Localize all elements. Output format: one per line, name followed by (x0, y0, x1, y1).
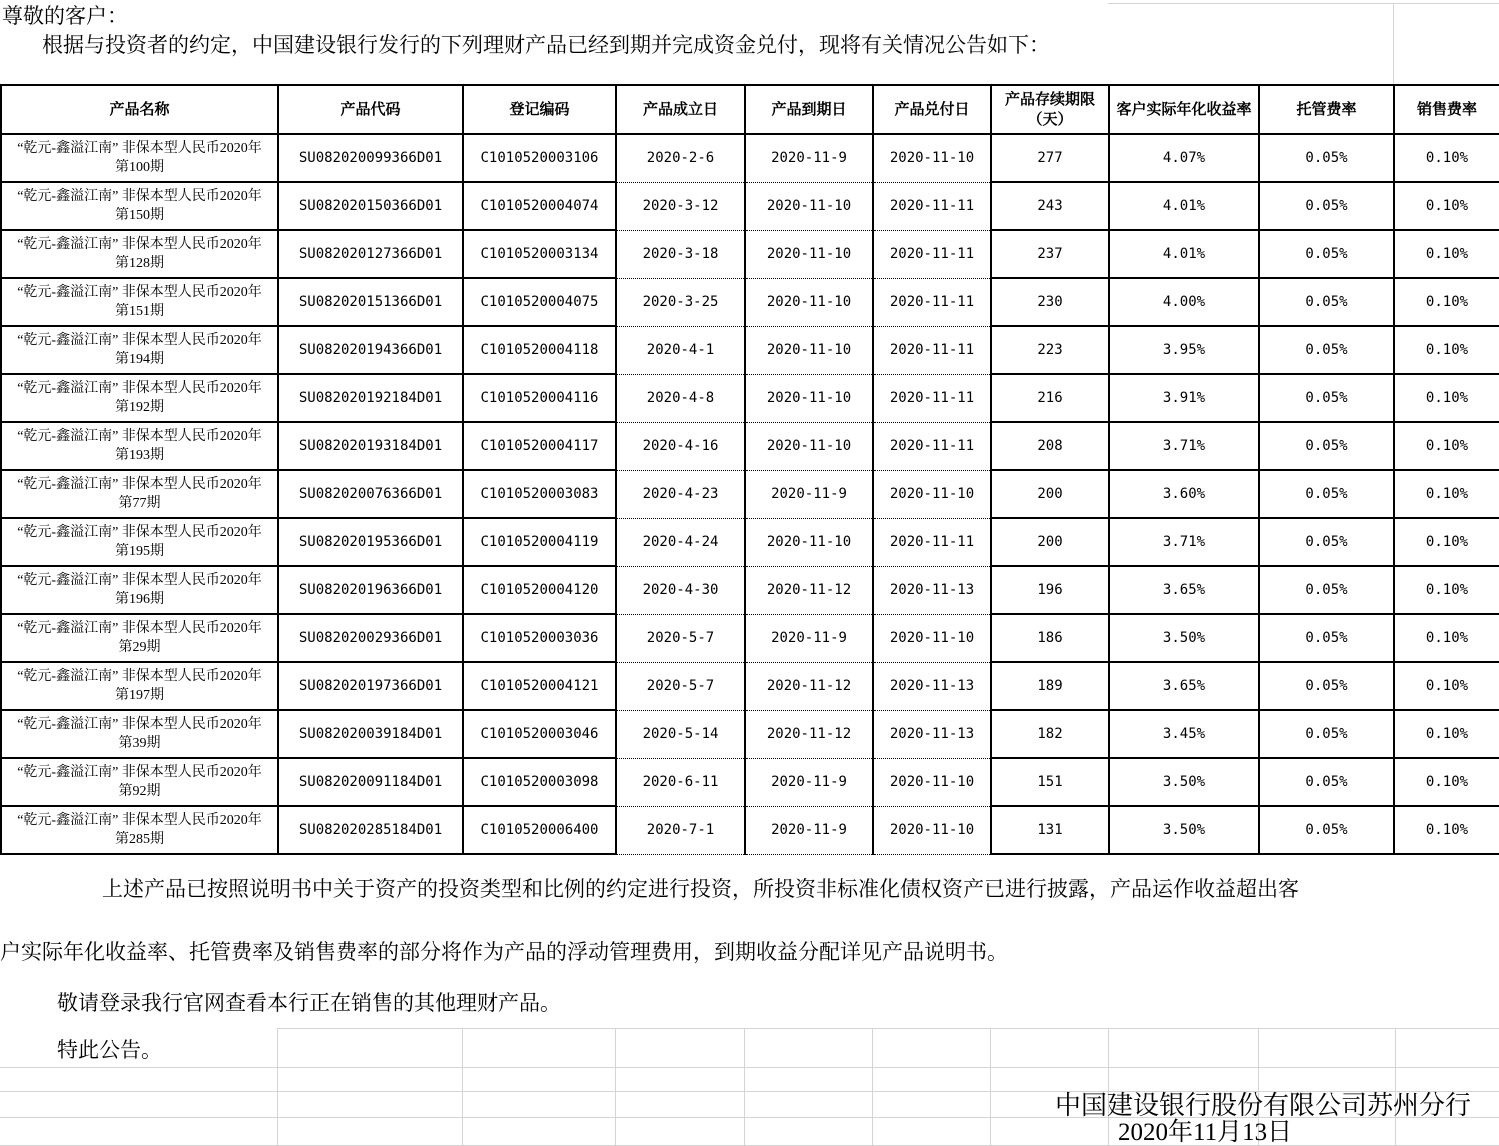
cell-product-name: “乾元-鑫溢江南” 非保本型人民币2020年第39期 (1, 710, 278, 758)
cell-establish-date: 2020-2-6 (616, 134, 745, 182)
cell-establish-date: 2020-3-12 (616, 182, 745, 230)
cell-product-code: SU082020196366D01 (278, 566, 463, 614)
cell-registration-code: C1010520004074 (463, 182, 616, 230)
spreadsheet-gridline (1108, 3, 1499, 4)
column-header-duration-days: 产品存续期限（天） (991, 85, 1109, 134)
cell-establish-date: 2020-4-1 (616, 326, 745, 374)
cell-duration-days: 186 (991, 614, 1109, 662)
spreadsheet-gridline (462, 1028, 463, 1146)
cell-maturity-date: 2020-11-10 (745, 278, 873, 326)
cell-product-code: SU082020194366D01 (278, 326, 463, 374)
cell-custody-fee: 0.05% (1259, 182, 1394, 230)
spreadsheet-gridline (872, 1028, 873, 1146)
cell-product-code: SU082020127366D01 (278, 230, 463, 278)
cell-establish-date: 2020-4-23 (616, 470, 745, 518)
cell-product-name: “乾元-鑫溢江南” 非保本型人民币2020年第77期 (1, 470, 278, 518)
cell-registration-code: C1010520004120 (463, 566, 616, 614)
cell-product-name: “乾元-鑫溢江南” 非保本型人民币2020年第195期 (1, 518, 278, 566)
issuer-signature: 中国建设银行股份有限公司苏州分行 (1055, 1091, 1472, 1120)
cell-registration-code: C1010520003134 (463, 230, 616, 278)
cell-custody-fee: 0.05% (1259, 422, 1394, 470)
cell-annualized-yield: 3.50% (1109, 758, 1259, 806)
cell-product-name: “乾元-鑫溢江南” 非保本型人民币2020年第92期 (1, 758, 278, 806)
cell-establish-date: 2020-7-1 (616, 806, 745, 854)
cell-sales-fee: 0.10% (1394, 278, 1499, 326)
cell-registration-code: C1010520004118 (463, 326, 616, 374)
cell-product-code: SU082020195366D01 (278, 518, 463, 566)
cell-duration-days: 223 (991, 326, 1109, 374)
table-row (1, 470, 1499, 518)
cell-maturity-date: 2020-11-9 (745, 806, 873, 854)
table-row (1, 758, 1499, 806)
cell-duration-days: 230 (991, 278, 1109, 326)
cell-payment-date: 2020-11-11 (873, 374, 991, 422)
column-header-sales-fee: 销售费率 (1394, 85, 1499, 134)
cell-maturity-date: 2020-11-10 (745, 326, 873, 374)
cell-payment-date: 2020-11-11 (873, 422, 991, 470)
cell-sales-fee: 0.10% (1394, 806, 1499, 854)
intro-line: 根据与投资者的约定，中国建设银行发行的下列理财产品已经到期并完成资金兑付，现将有关情况公告如下： (42, 33, 1050, 57)
spreadsheet-gridline (1108, 1028, 1109, 1146)
cell-product-name: “乾元-鑫溢江南” 非保本型人民币2020年第128期 (1, 230, 278, 278)
cell-sales-fee: 0.10% (1394, 614, 1499, 662)
cell-annualized-yield: 3.65% (1109, 662, 1259, 710)
table-body (1, 134, 1499, 854)
cell-duration-days: 182 (991, 710, 1109, 758)
cell-product-code: SU082020099366D01 (278, 134, 463, 182)
cell-sales-fee: 0.10% (1394, 230, 1499, 278)
cell-annualized-yield: 3.95% (1109, 326, 1259, 374)
cell-product-code: SU082020285184D01 (278, 806, 463, 854)
cell-registration-code: C1010520003046 (463, 710, 616, 758)
cell-registration-code: C1010520004116 (463, 374, 616, 422)
cell-custody-fee: 0.05% (1259, 710, 1394, 758)
cell-duration-days: 208 (991, 422, 1109, 470)
cell-product-code: SU082020197366D01 (278, 662, 463, 710)
cell-payment-date: 2020-11-13 (873, 710, 991, 758)
cell-custody-fee: 0.05% (1259, 470, 1394, 518)
cell-establish-date: 2020-4-30 (616, 566, 745, 614)
cell-maturity-date: 2020-11-12 (745, 710, 873, 758)
cell-establish-date: 2020-4-16 (616, 422, 745, 470)
cell-annualized-yield: 3.71% (1109, 518, 1259, 566)
cell-sales-fee: 0.10% (1394, 326, 1499, 374)
cell-maturity-date: 2020-11-10 (745, 422, 873, 470)
cell-maturity-date: 2020-11-10 (745, 230, 873, 278)
table-row (1, 662, 1499, 710)
cell-custody-fee: 0.05% (1259, 758, 1394, 806)
spreadsheet-gridline (744, 1028, 745, 1146)
cell-registration-code: C1010520004119 (463, 518, 616, 566)
cell-duration-days: 131 (991, 806, 1109, 854)
products-table (0, 84, 1499, 855)
greeting-line: 尊敬的客户： (2, 4, 128, 28)
cell-duration-days: 200 (991, 518, 1109, 566)
spreadsheet-gridline (1393, 3, 1394, 84)
cell-product-code: SU082020039184D01 (278, 710, 463, 758)
cell-custody-fee: 0.05% (1259, 806, 1394, 854)
cell-annualized-yield: 4.00% (1109, 278, 1259, 326)
table-row (1, 710, 1499, 758)
cell-sales-fee: 0.10% (1394, 758, 1499, 806)
issue-date: 2020年11月13日 (1118, 1119, 1293, 1146)
cell-custody-fee: 0.05% (1259, 662, 1394, 710)
cell-establish-date: 2020-4-24 (616, 518, 745, 566)
table-row (1, 806, 1499, 854)
cell-annualized-yield: 4.07% (1109, 134, 1259, 182)
spreadsheet-gridline (0, 1067, 1499, 1068)
cell-duration-days: 196 (991, 566, 1109, 614)
cell-annualized-yield: 3.91% (1109, 374, 1259, 422)
cell-product-name: “乾元-鑫溢江南” 非保本型人民币2020年第29期 (1, 614, 278, 662)
column-header-product-code: 产品代码 (278, 85, 463, 134)
cell-duration-days: 237 (991, 230, 1109, 278)
cell-product-code: SU082020151366D01 (278, 278, 463, 326)
cell-custody-fee: 0.05% (1259, 518, 1394, 566)
cell-payment-date: 2020-11-10 (873, 758, 991, 806)
cell-establish-date: 2020-3-25 (616, 278, 745, 326)
cell-custody-fee: 0.05% (1259, 230, 1394, 278)
cell-sales-fee: 0.10% (1394, 182, 1499, 230)
cell-annualized-yield: 3.65% (1109, 566, 1259, 614)
cell-registration-code: C1010520004117 (463, 422, 616, 470)
cell-registration-code: C1010520006400 (463, 806, 616, 854)
cell-duration-days: 243 (991, 182, 1109, 230)
cell-payment-date: 2020-11-10 (873, 806, 991, 854)
column-header-registration-code: 登记编码 (463, 85, 616, 134)
cell-duration-days: 189 (991, 662, 1109, 710)
cell-payment-date: 2020-11-11 (873, 326, 991, 374)
cell-sales-fee: 0.10% (1394, 662, 1499, 710)
cell-custody-fee: 0.05% (1259, 374, 1394, 422)
cell-duration-days: 216 (991, 374, 1109, 422)
note-line-4: 特此公告。 (57, 1038, 162, 1062)
column-header-maturity-date: 产品到期日 (745, 85, 873, 134)
cell-product-code: SU082020029366D01 (278, 614, 463, 662)
table-row (1, 326, 1499, 374)
cell-annualized-yield: 4.01% (1109, 230, 1259, 278)
cell-annualized-yield: 3.50% (1109, 614, 1259, 662)
cell-product-name: “乾元-鑫溢江南” 非保本型人民币2020年第192期 (1, 374, 278, 422)
cell-establish-date: 2020-5-7 (616, 614, 745, 662)
cell-payment-date: 2020-11-11 (873, 278, 991, 326)
cell-payment-date: 2020-11-10 (873, 470, 991, 518)
cell-maturity-date: 2020-11-10 (745, 182, 873, 230)
table-row (1, 278, 1499, 326)
cell-product-name: “乾元-鑫溢江南” 非保本型人民币2020年第100期 (1, 134, 278, 182)
cell-annualized-yield: 4.01% (1109, 182, 1259, 230)
cell-maturity-date: 2020-11-9 (745, 134, 873, 182)
cell-maturity-date: 2020-11-9 (745, 614, 873, 662)
cell-maturity-date: 2020-11-12 (745, 566, 873, 614)
note-line-2: 户实际年化收益率、托管费率及销售费率的部分将作为产品的浮动管理费用，到期收益分配详见产品说明书。 (0, 940, 1008, 964)
spreadsheet-gridline (615, 1028, 616, 1146)
cell-establish-date: 2020-5-14 (616, 710, 745, 758)
cell-sales-fee: 0.10% (1394, 710, 1499, 758)
cell-maturity-date: 2020-11-9 (745, 470, 873, 518)
cell-registration-code: C1010520003106 (463, 134, 616, 182)
cell-custody-fee: 0.05% (1259, 278, 1394, 326)
cell-duration-days: 277 (991, 134, 1109, 182)
cell-product-code: SU082020193184D01 (278, 422, 463, 470)
cell-establish-date: 2020-6-11 (616, 758, 745, 806)
cell-sales-fee: 0.10% (1394, 422, 1499, 470)
column-header-custody-fee: 托管费率 (1259, 85, 1394, 134)
cell-product-name: “乾元-鑫溢江南” 非保本型人民币2020年第150期 (1, 182, 278, 230)
table-row (1, 566, 1499, 614)
cell-maturity-date: 2020-11-12 (745, 662, 873, 710)
cell-annualized-yield: 3.45% (1109, 710, 1259, 758)
cell-payment-date: 2020-11-11 (873, 518, 991, 566)
cell-maturity-date: 2020-11-10 (745, 518, 873, 566)
cell-custody-fee: 0.05% (1259, 614, 1394, 662)
cell-product-name: “乾元-鑫溢江南” 非保本型人民币2020年第194期 (1, 326, 278, 374)
cell-payment-date: 2020-11-11 (873, 182, 991, 230)
cell-product-code: SU082020076366D01 (278, 470, 463, 518)
spreadsheet-gridline (277, 1028, 1499, 1029)
cell-sales-fee: 0.10% (1394, 374, 1499, 422)
cell-product-name: “乾元-鑫溢江南” 非保本型人民币2020年第197期 (1, 662, 278, 710)
cell-annualized-yield: 3.71% (1109, 422, 1259, 470)
spreadsheet-gridline (990, 1028, 991, 1146)
cell-product-code: SU082020150366D01 (278, 182, 463, 230)
cell-payment-date: 2020-11-10 (873, 614, 991, 662)
note-line-1: 上述产品已按照说明书中关于资产的投资类型和比例的约定进行投资，所投资非标准化债权资产已进行披露，产品运作收益超出客 (102, 877, 1299, 901)
cell-custody-fee: 0.05% (1259, 134, 1394, 182)
cell-payment-date: 2020-11-11 (873, 230, 991, 278)
cell-duration-days: 151 (991, 758, 1109, 806)
cell-sales-fee: 0.10% (1394, 134, 1499, 182)
cell-duration-days: 200 (991, 470, 1109, 518)
note-line-3: 敬请登录我行官网查看本行正在销售的其他理财产品。 (57, 991, 561, 1015)
column-header-annualized-yield: 客户实际年化收益率 (1109, 85, 1259, 134)
cell-product-code: SU082020091184D01 (278, 758, 463, 806)
cell-payment-date: 2020-11-13 (873, 662, 991, 710)
cell-sales-fee: 0.10% (1394, 470, 1499, 518)
header-row (1, 85, 1499, 134)
spreadsheet-gridline (277, 1028, 278, 1146)
table-row (1, 374, 1499, 422)
cell-product-name: “乾元-鑫溢江南” 非保本型人民币2020年第193期 (1, 422, 278, 470)
cell-registration-code: C1010520004121 (463, 662, 616, 710)
cell-registration-code: C1010520004075 (463, 278, 616, 326)
table-header-row (1, 85, 1499, 134)
column-header-establish-date: 产品成立日 (616, 85, 745, 134)
cell-maturity-date: 2020-11-9 (745, 758, 873, 806)
table-row (1, 230, 1499, 278)
table-row (1, 182, 1499, 230)
cell-registration-code: C1010520003083 (463, 470, 616, 518)
cell-establish-date: 2020-3-18 (616, 230, 745, 278)
column-header-payment-date: 产品兑付日 (873, 85, 991, 134)
cell-establish-date: 2020-5-7 (616, 662, 745, 710)
table-row (1, 422, 1499, 470)
cell-custody-fee: 0.05% (1259, 566, 1394, 614)
cell-custody-fee: 0.05% (1259, 326, 1394, 374)
cell-sales-fee: 0.10% (1394, 566, 1499, 614)
table-row (1, 614, 1499, 662)
cell-registration-code: C1010520003098 (463, 758, 616, 806)
cell-registration-code: C1010520003036 (463, 614, 616, 662)
table-row (1, 518, 1499, 566)
cell-annualized-yield: 3.50% (1109, 806, 1259, 854)
table-row (1, 134, 1499, 182)
cell-sales-fee: 0.10% (1394, 518, 1499, 566)
cell-product-code: SU082020192184D01 (278, 374, 463, 422)
cell-maturity-date: 2020-11-10 (745, 374, 873, 422)
cell-product-name: “乾元-鑫溢江南” 非保本型人民币2020年第196期 (1, 566, 278, 614)
cell-product-name: “乾元-鑫溢江南” 非保本型人民币2020年第151期 (1, 278, 278, 326)
cell-payment-date: 2020-11-10 (873, 134, 991, 182)
cell-establish-date: 2020-4-8 (616, 374, 745, 422)
cell-annualized-yield: 3.60% (1109, 470, 1259, 518)
cell-payment-date: 2020-11-13 (873, 566, 991, 614)
cell-product-name: “乾元-鑫溢江南” 非保本型人民币2020年第285期 (1, 806, 278, 854)
spreadsheet-gridline (1395, 1028, 1396, 1146)
column-header-product-name: 产品名称 (1, 85, 278, 134)
